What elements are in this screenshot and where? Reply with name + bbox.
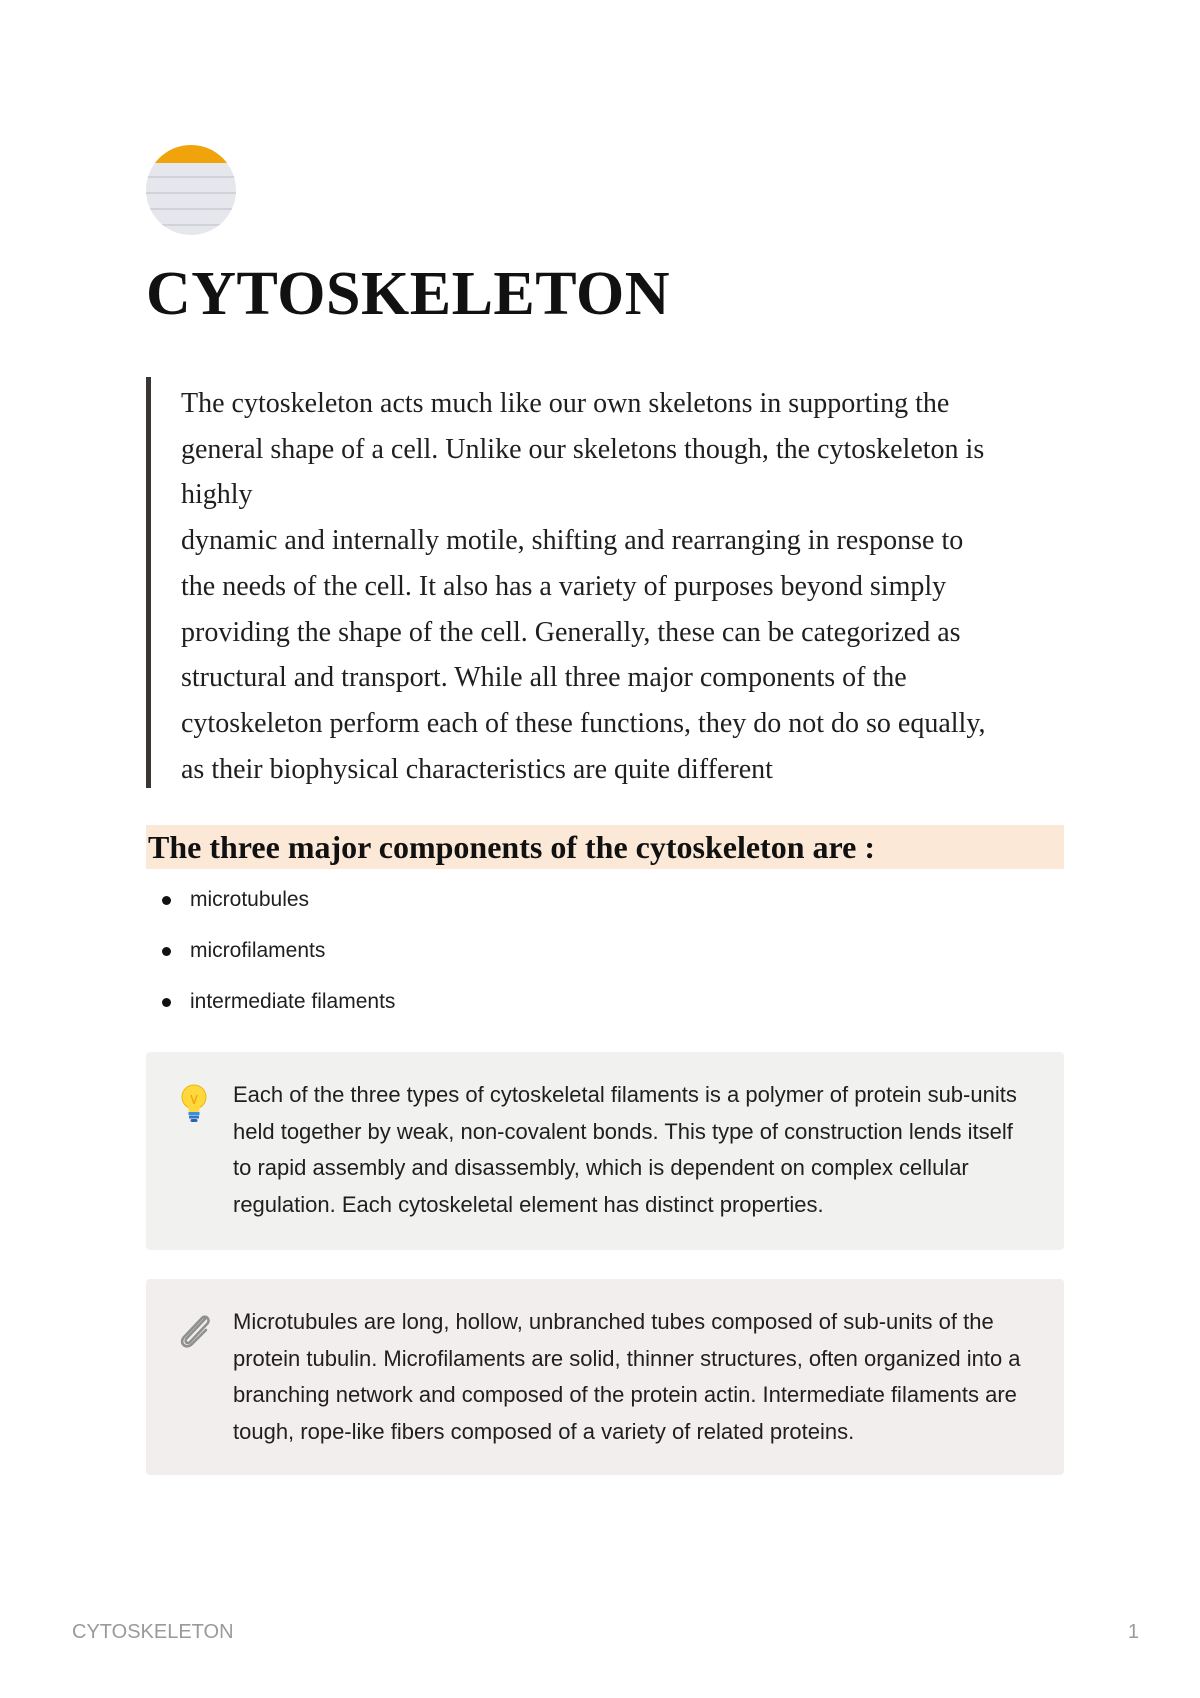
callout-tip [146, 1052, 1064, 1250]
notebook-icon [146, 145, 236, 235]
footer-title: CYTOSKELETON [72, 1621, 234, 1643]
callout-note [146, 1279, 1064, 1475]
quote-text: The cytoskeleton acts much like our own skeletons in supporting the general shape of a cell. Unlike our skeletons though, the cytoskeleton is highly dynamic and internally motile, shifting and rearranging in response to the needs of the cell. It also has a variety of purposes beyond simply providing the shape of the cell. Generally, these can be categorized as structural and transport. While all three major components of the cytoskeleton perform each of these functions, they do not do so equally, as their biophysical characteristics are quite different [181, 388, 986, 785]
paperclip-icon [174, 1309, 214, 1353]
list-item: microtubules [160, 880, 395, 931]
list-item: intermediate filaments [160, 982, 395, 1033]
quote-block [146, 377, 1061, 788]
light-bulb-icon [174, 1082, 214, 1126]
page-number: 1 [1127, 1621, 1139, 1643]
components-list [160, 880, 395, 1033]
section-heading: The three major components of the cytoskeleton are : [146, 825, 1064, 869]
callout-note-text: Microtubules are long, hollow, unbranched tubes composed of sub-units of the protein tubulin. Microfilaments are solid, thinner structures, often organized into a branching network and composed of the protein actin. Intermediate filaments are tough, rope-like fibers composed of a variety of related proteins. [233, 1309, 1021, 1445]
page-title: CYTOSKELETON [146, 260, 671, 328]
callout-tip-text: Each of the three types of cytoskeletal filaments is a polymer of protein sub-units held together by weak, non-covalent bonds. This type of construction lends itself to rapid assembly and disassembly, which is dependent on complex cellular regulation. Each cytoskeletal element has distinct properties. [233, 1082, 1017, 1218]
list-item: microfilaments [160, 931, 395, 982]
